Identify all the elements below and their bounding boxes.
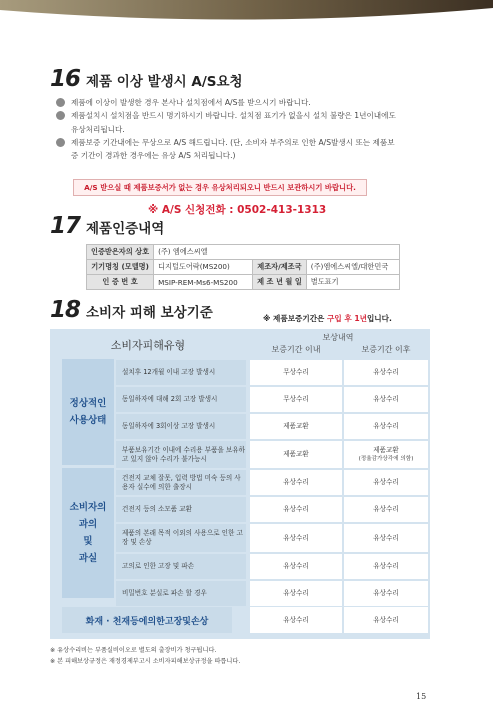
model-label: 기기명칭 (모델명) <box>87 260 154 275</box>
row-after-warranty-value: 유상수리 <box>373 505 399 513</box>
table-row <box>87 275 400 290</box>
header-damage-type: 소비자피해유형 <box>110 339 186 352</box>
model-value: 디지털도어락(MS200) <box>154 260 253 275</box>
date-label: 제 조 년 월 일 <box>253 275 307 290</box>
bullet-icon <box>56 98 65 107</box>
list-item <box>56 96 396 109</box>
row-after-warranty <box>344 387 428 412</box>
row-after-warranty <box>344 554 428 579</box>
category-consumer-fault: 소비자의 과의 및 과실 <box>62 468 114 598</box>
section-18-heading <box>50 297 213 323</box>
row-description: 부품보유기간 이내에 수리용 부품을 보유하고 있지 않아 수리가 불가능시 <box>116 441 246 468</box>
row-within-warranty: 유상수리 <box>250 497 342 522</box>
list-item <box>56 109 396 136</box>
row-within-warranty: 제품교환 <box>250 414 342 439</box>
section-16-heading <box>50 66 243 92</box>
page-number: 15 <box>416 692 427 701</box>
row-within-warranty: 유상수리 <box>250 554 342 579</box>
row-after-warranty-note: (정율감가상각에 의함) <box>358 455 414 462</box>
row-description: 동일하자에 3회이상 고장 발생시 <box>116 414 246 439</box>
row-within-warranty: 무상수리 <box>250 360 342 385</box>
warranty-warning: A/S 받으실 때 제품보증서가 없는 경우 유상처리되오니 반드시 보관하시기 바랍니다. <box>73 179 367 196</box>
disaster-row-label: 화재 · 천재등에의한고장및손상 <box>62 607 232 633</box>
warranty-note-suffix: 입니다. <box>366 314 392 323</box>
list-item <box>56 136 396 163</box>
row-description: 건전지 교체 잘못, 입력 방법 미숙 등의 사용자 실수에 의한 출장시 <box>116 470 246 495</box>
row-after-warranty-value: 유상수리 <box>373 395 399 403</box>
warranty-note-prefix: ※ 제품보증기간은 <box>263 314 328 323</box>
row-description: 고의로 인한 고장 및 파손 <box>116 554 246 579</box>
row-after-warranty-value: 유상수리 <box>373 422 399 430</box>
section-18-number: 18 <box>50 297 81 323</box>
disaster-after-warranty: 유상수리 <box>344 607 428 633</box>
header-after-warranty: 보증기간 이후 <box>361 345 411 354</box>
row-within-warranty: 유상수리 <box>250 581 342 606</box>
section-17-heading <box>50 213 164 239</box>
row-after-warranty-value: 유상수리 <box>373 589 399 597</box>
bullet-icon <box>56 111 65 120</box>
bullet-text: 제품설치시 설치점을 반드시 명기하시기 바랍니다. 설치점 표기가 없을시 설치 불량은 1년이내에도 유상처리됩니다. <box>71 111 396 134</box>
compensation-table <box>50 329 430 639</box>
row-after-warranty-value: 유상수리 <box>373 562 399 570</box>
bullet-text: 제품보증 기간내에는 무상으로 A/S 해드립니다. (단, 소비자 부주의로 인한 A/S발생시 또는 제품보증 기간이 경과한 경우에는 유상 A/S 처리됩니다.) <box>71 137 395 161</box>
table-row <box>87 245 400 260</box>
applicant-label: 인증받은자의 상호 <box>87 245 154 260</box>
row-after-warranty <box>344 441 428 468</box>
date-value: 별도표기 <box>306 275 399 290</box>
top-decoration <box>0 0 493 30</box>
row-after-warranty <box>344 581 428 606</box>
certno-value: MSIP-REM-Ms6-MS200 <box>154 275 253 290</box>
row-after-warranty <box>344 360 428 385</box>
row-within-warranty: 유상수리 <box>250 524 342 552</box>
certno-label: 인 증 번 호 <box>87 275 154 290</box>
section-17-title: 제품인증내역 <box>86 221 165 237</box>
section-18-title: 소비자 피해 보상기준 <box>86 305 213 321</box>
disaster-within-warranty: 유상수리 <box>250 607 342 633</box>
row-after-warranty <box>344 470 428 495</box>
row-after-warranty <box>344 414 428 439</box>
row-description: 비밀번호 분실로 파손 할 경우 <box>116 581 246 606</box>
row-after-warranty-value: 유상수리 <box>373 533 399 542</box>
row-after-warranty-value: 제품교환 <box>373 445 399 454</box>
row-description: 제품의 본래 목적 이외의 사용으로 인한 고장 및 손상 <box>116 524 246 552</box>
row-description: 설치후 12개월 이내 고장 발생시 <box>116 360 246 385</box>
certification-table <box>86 244 400 290</box>
warranty-period-note <box>263 313 392 324</box>
section-16-number: 16 <box>50 66 81 92</box>
row-after-warranty-value: 유상수리 <box>373 368 399 376</box>
as-bullet-list <box>56 96 396 162</box>
footnote-1: ※ 유상수리비는 부품실비이오로 별도의 출장비가 청구됩니다. <box>50 647 217 654</box>
row-within-warranty: 무상수리 <box>250 387 342 412</box>
row-after-warranty-value: 유상수리 <box>373 478 399 486</box>
row-within-warranty: 유상수리 <box>250 470 342 495</box>
row-after-warranty <box>344 524 428 552</box>
row-after-warranty <box>344 497 428 522</box>
table-row <box>87 260 400 275</box>
section-16-title: 제품 이상 발생시 A/S요청 <box>86 74 243 90</box>
header-compensation: 보상내역 <box>322 333 354 342</box>
category-normal-use: 정상적인 사용상태 <box>62 359 114 465</box>
row-description: 동일하자에 대해 2회 고장 발생시 <box>116 387 246 412</box>
header-within-warranty: 보증기간 이내 <box>271 345 321 354</box>
warranty-note-highlight: 구입 후 1년 <box>327 314 367 323</box>
bullet-text: 제품에 이상이 발생한 경우 본사나 설치점에서 A/S를 받으시기 바랍니다. <box>71 98 311 107</box>
footnote-2: ※ 본 피해보상규정은 재정경제부고시 소비자피해보상규정을 따릅니다. <box>50 658 241 665</box>
applicant-value: (주) 엠에스씨엘 <box>154 245 400 260</box>
maker-value: (주)엠에스씨엘/대한민국 <box>306 260 399 275</box>
section-17-number: 17 <box>50 213 81 239</box>
as-phone: ※ A/S 신청전화 : 0502-413-1313 <box>148 204 327 216</box>
bullet-icon <box>56 138 65 147</box>
maker-label: 제조자/제조국 <box>253 260 307 275</box>
row-description: 건전지 등의 소모품 교환 <box>116 497 246 522</box>
row-within-warranty: 제품교환 <box>250 441 342 468</box>
